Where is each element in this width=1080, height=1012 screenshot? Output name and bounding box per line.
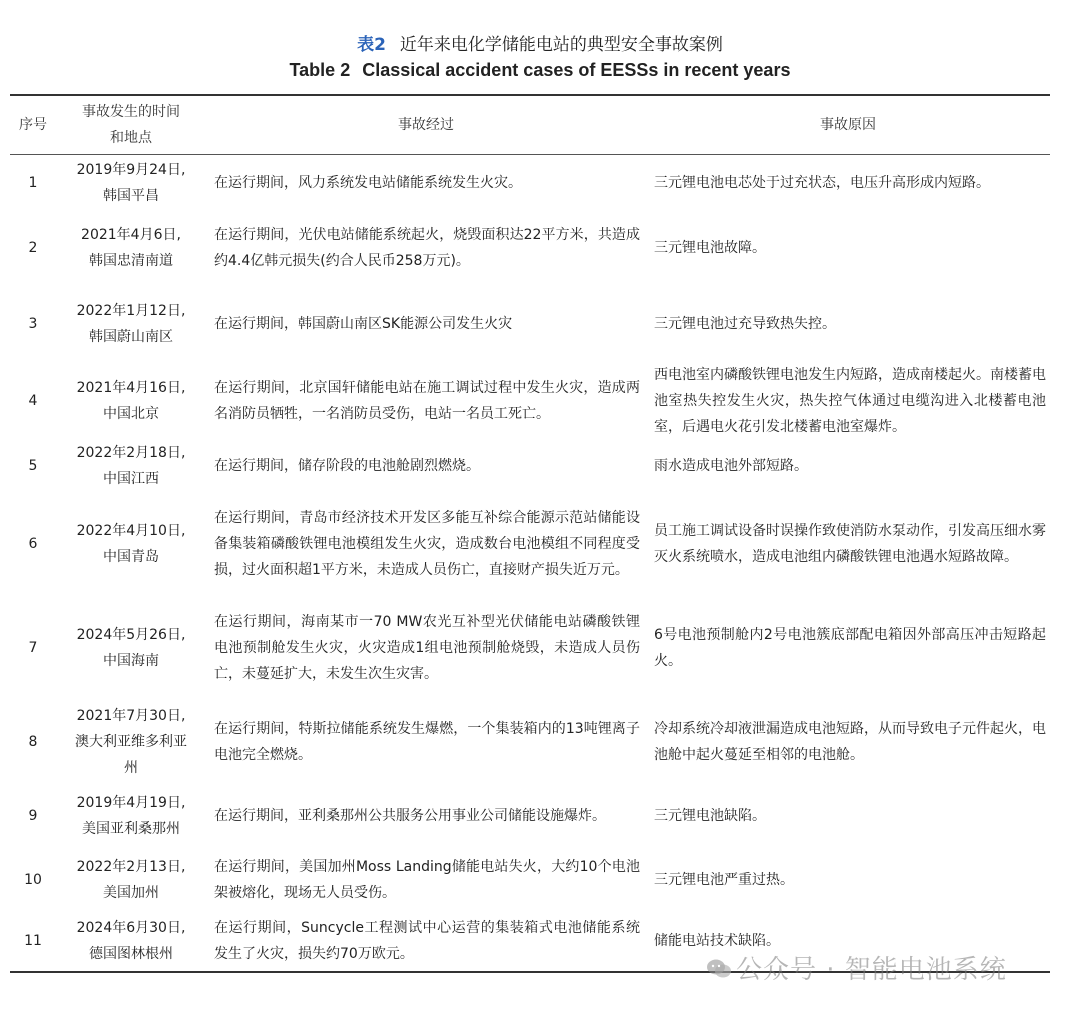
cell-cause: 三元锂电池严重过热。 <box>654 871 794 888</box>
cell-time-location <box>56 362 206 440</box>
cell-cause: 三元锂电池过充导致热失控。 <box>654 315 836 332</box>
cell-time-line: 2022年2月13日, <box>76 858 186 875</box>
cell-process: 在运行期间，海南某市一70 MW农光互补型光伏储能电站磷酸铁锂电池预制舱发生火灾，火灾造成1组电池预制舱烧毁，未造成人员伤亡，未蔓延扩大，未发生次生灾害。 <box>214 613 640 682</box>
cell-no: 10 <box>24 871 42 888</box>
header-process: 事故经过 <box>398 117 454 133</box>
cell-cause: 西电池室内磷酸铁锂电池发生内短路，造成南楼起火。南楼蓄电池室热失控发生火灾，热失控气体通过电缆沟进入北楼蓄电池室，后遇电火花引发北楼蓄电池室爆炸。 <box>654 366 1046 435</box>
caption-en-label: Table 2 <box>289 60 351 80</box>
accident-table <box>10 94 1050 973</box>
cell-process: 在运行期间，风力系统发电站储能系统发生火灾。 <box>214 174 522 191</box>
caption-en <box>0 60 1080 81</box>
cell-no: 4 <box>28 392 38 409</box>
table-row <box>10 211 1050 286</box>
cell-time-location <box>56 286 206 362</box>
table-row <box>10 362 1050 440</box>
table-row <box>10 700 1050 784</box>
cell-no: 9 <box>28 807 38 824</box>
cell-time-line: 美国加州 <box>103 884 159 901</box>
header-time <box>56 95 206 155</box>
cell-time-location <box>56 596 206 700</box>
table-row <box>10 596 1050 700</box>
cell-time-line: 韩国蔚山南区 <box>89 328 173 345</box>
cell-no: 11 <box>24 933 42 949</box>
cell-time-location <box>56 700 206 784</box>
cell-time-line: 德国图林根州 <box>89 946 173 962</box>
cell-time-line: 澳大利亚维多利亚 <box>75 733 187 750</box>
cell-time-line: 2022年1月12日, <box>76 302 186 319</box>
table-row <box>10 848 1050 912</box>
cell-process: 在运行期间，韩国蔚山南区SK能源公司发生火灾 <box>214 315 513 332</box>
cell-time-location <box>56 784 206 848</box>
cell-time-line: 州 <box>124 759 138 776</box>
caption-zh-title: 近年来电化学储能电站的典型安全事故案例 <box>399 35 723 55</box>
cell-time-line: 美国亚利桑那州 <box>82 820 180 837</box>
table-row <box>10 155 1050 211</box>
cell-time-line: 中国海南 <box>103 652 159 669</box>
caption-zh <box>0 30 1080 55</box>
cell-time-location <box>56 848 206 912</box>
cell-no: 3 <box>28 315 38 332</box>
cell-time-location <box>56 440 206 492</box>
cell-cause: 6号电池预制舱内2号电池簇底部配电箱因外部高压冲击短路起火。 <box>654 626 1046 669</box>
cell-process: 在运行期间，光伏电站储能系统起火，烧毁面积达22平方米，共造成约4.4亿韩元损失(约合人民币258万元)。 <box>214 227 640 269</box>
table-row <box>10 492 1050 596</box>
cell-process: 在运行期间，亚利桑那州公共服务公用事业公司储能设施爆炸。 <box>214 807 606 824</box>
caption-en-title: Classical accident cases of EESSs in recent years <box>362 60 791 80</box>
header-no: 序号 <box>19 117 47 133</box>
header-time-line1: 事故发生的时间 <box>82 104 180 120</box>
header-cause: 事故原因 <box>820 117 876 133</box>
cell-cause: 三元锂电池电芯处于过充状态，电压升高形成内短路。 <box>654 174 990 191</box>
cell-time-line: 2021年4月16日, <box>76 379 186 396</box>
cell-time-line: 中国江西 <box>103 470 159 487</box>
cell-cause: 储能电站技术缺陷。 <box>654 933 780 949</box>
watermark-text: 公众号 · 智能电池系统 <box>736 955 1007 985</box>
cell-process: 在运行期间，特斯拉储能系统发生爆燃，一个集装箱内的13吨锂离子电池完全燃烧。 <box>214 720 640 763</box>
cell-time-line: 中国青岛 <box>103 548 159 565</box>
cell-process: 在运行期间，储存阶段的电池舱剧烈燃烧。 <box>214 457 480 474</box>
table-header-row <box>10 95 1050 155</box>
table-row <box>10 784 1050 848</box>
cell-no: 7 <box>28 639 38 656</box>
cell-time-line: 中国北京 <box>103 405 159 422</box>
cell-process: 在运行期间，北京国轩储能电站在施工调试过程中发生火灾，造成两名消防员牺牲，一名消防员受伤，电站一名员工死亡。 <box>214 379 640 422</box>
cell-time-line: 韩国平昌 <box>103 187 159 204</box>
cell-time-line: 2019年4月19日, <box>76 794 186 811</box>
cell-time-line: 2022年2月18日, <box>76 444 186 461</box>
cell-cause: 三元锂电池故障。 <box>654 240 766 256</box>
cell-no: 6 <box>28 535 38 552</box>
cell-time-line: 2021年7月30日, <box>76 707 186 724</box>
cell-time-location <box>56 492 206 596</box>
cell-time-line: 2024年6月30日, <box>76 920 186 936</box>
cell-no: 2 <box>28 240 38 256</box>
cell-no: 5 <box>28 457 38 474</box>
header-time-line2: 和地点 <box>110 130 152 146</box>
cell-time-line: 韩国忠清南道 <box>89 253 173 269</box>
cell-process: 在运行期间，Suncycle工程测试中心运营的集装箱式电池储能系统发生了火灾，损失约70万欧元。 <box>214 920 640 962</box>
cell-time-location <box>56 211 206 286</box>
cell-time-location <box>56 155 206 211</box>
cell-process: 在运行期间，青岛市经济技术开发区多能互补综合能源示范站储能设备集装箱磷酸铁锂电池模组发生火灾，造成数台电池模组不同程度受损，过火面积超1平方米，未造成人员伤亡，直接财产损失近万元。 <box>214 509 640 578</box>
table-row <box>10 286 1050 362</box>
cell-no: 1 <box>28 174 38 191</box>
cell-time-line: 2022年4月10日, <box>76 522 186 539</box>
caption-zh-label: 表2 <box>357 35 386 55</box>
cell-cause: 雨水造成电池外部短路。 <box>654 457 808 474</box>
cell-cause: 三元锂电池缺陷。 <box>654 807 766 824</box>
table-row <box>10 440 1050 492</box>
cell-cause: 冷却系统冷却液泄漏造成电池短路，从而导致电子元件起火，电池舱中起火蔓延至相邻的电池舱。 <box>654 720 1046 763</box>
cell-process: 在运行期间，美国加州Moss Landing储能电站失火，大约10个电池架被熔化，现场无人员受伤。 <box>214 858 640 901</box>
watermark <box>706 949 1007 986</box>
cell-cause: 员工施工调试设备时误操作致使消防水泵动作，引发高压细水雾灭火系统喷水，造成电池组内磷酸铁锂电池遇水短路故障。 <box>654 522 1046 565</box>
cell-time-location <box>56 912 206 972</box>
cell-no: 8 <box>28 733 38 750</box>
wechat-icon <box>706 958 732 980</box>
cell-time-line: 2019年9月24日, <box>76 161 186 178</box>
cell-time-line: 2021年4月6日, <box>81 227 181 243</box>
cell-time-line: 2024年5月26日, <box>76 626 186 643</box>
